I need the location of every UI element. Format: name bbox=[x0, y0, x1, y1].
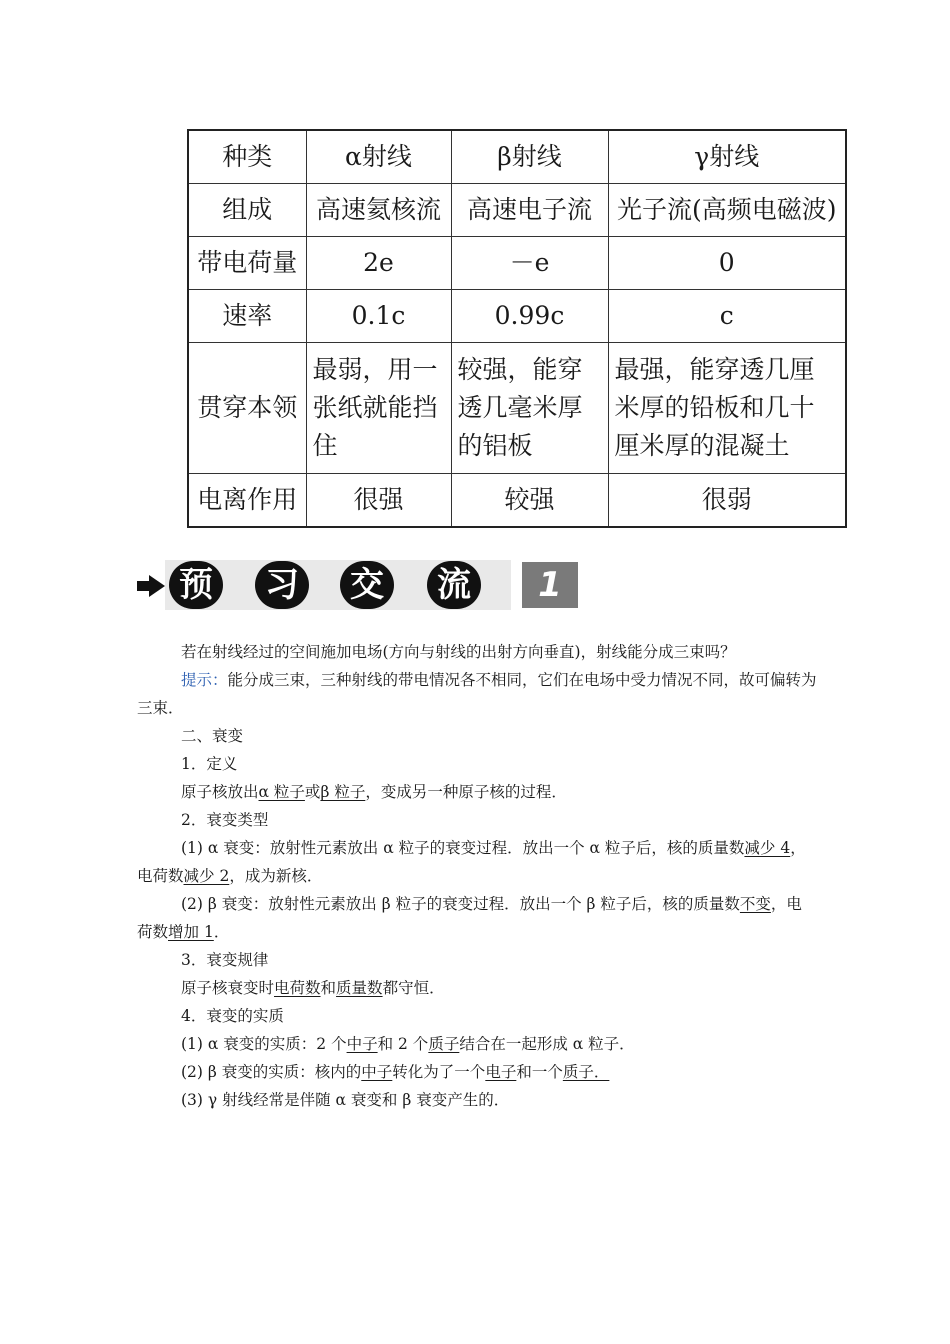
beta-decay-text bbox=[137, 890, 817, 946]
beta-cell: 0.99c bbox=[451, 290, 608, 343]
hint-label: 提示： bbox=[181, 671, 228, 689]
underlined-term: 电子 bbox=[485, 1063, 517, 1081]
row-label: 贯穿本领 bbox=[188, 343, 306, 474]
text: ，成为新核． bbox=[229, 867, 323, 885]
gamma-cell: c bbox=[608, 290, 846, 343]
alpha-cell: 2e bbox=[306, 237, 451, 290]
row-label: 带电荷量 bbox=[188, 237, 306, 290]
decay-law-text bbox=[137, 974, 817, 1002]
banner-word: 交 bbox=[340, 561, 394, 609]
text: ，电荷数 bbox=[137, 895, 802, 941]
text: ． bbox=[213, 923, 230, 941]
alpha-cell: 0.1c bbox=[306, 290, 451, 343]
table-row bbox=[188, 184, 846, 237]
underlined-term: α 粒子 bbox=[258, 783, 305, 801]
table-row bbox=[188, 290, 846, 343]
banner-word: 习 bbox=[255, 561, 309, 609]
gamma-cell: 0 bbox=[608, 237, 846, 290]
arrow-right-icon bbox=[137, 575, 167, 597]
alpha-essence-text bbox=[137, 1030, 817, 1058]
text: 和一个 bbox=[516, 1063, 563, 1081]
row-label: 组成 bbox=[188, 184, 306, 237]
beta-cell: －e bbox=[451, 237, 608, 290]
underlined-term: 质子 bbox=[428, 1035, 460, 1053]
underlined-term: 质子． bbox=[562, 1063, 610, 1081]
text: (1) α 衰变：放射性元素放出 α 粒子的衰变过程．放出一个 α 粒子后，核的质量数 bbox=[181, 839, 745, 857]
header-cell: γ射线 bbox=[608, 130, 846, 184]
underlined-term: 电荷数 bbox=[274, 979, 321, 997]
text: 都守恒． bbox=[382, 979, 445, 997]
underlined-term: 减少 2 bbox=[183, 867, 230, 885]
section-banner bbox=[137, 560, 562, 612]
beta-cell: 较强 bbox=[451, 474, 608, 528]
beta-cell: 高速电子流 bbox=[451, 184, 608, 237]
underlined-term: 中子 bbox=[346, 1035, 378, 1053]
gamma-note-text: (3) γ 射线经常是伴随 α 衰变和 β 衰变产生的． bbox=[181, 1091, 510, 1109]
content-body bbox=[137, 638, 817, 1114]
row-label: 电离作用 bbox=[188, 474, 306, 528]
underlined-term: 不变 bbox=[739, 895, 771, 913]
gamma-cell: 最强，能穿透几厘米厚的铅板和几十厘米厚的混凝土 bbox=[608, 343, 846, 474]
alpha-cell: 很强 bbox=[306, 474, 451, 528]
subsection-title: 3．衰变规律 bbox=[181, 951, 269, 969]
alpha-cell: 高速氦核流 bbox=[306, 184, 451, 237]
underlined-term: 增加 1 bbox=[168, 923, 214, 941]
table-row bbox=[188, 474, 846, 528]
table-row bbox=[188, 237, 846, 290]
header-cell: α射线 bbox=[306, 130, 451, 184]
table-header-row bbox=[188, 130, 846, 184]
alpha-decay-text bbox=[137, 834, 817, 890]
underlined-term: 质量数 bbox=[336, 979, 383, 997]
radiation-comparison-table bbox=[187, 129, 847, 528]
text: ，变成另一种原子核的过程． bbox=[365, 783, 567, 801]
subsection-title: 1．定义 bbox=[181, 755, 238, 773]
text: 原子核放出 bbox=[181, 783, 259, 801]
text: (1) α 衰变的实质：2 个 bbox=[181, 1035, 347, 1053]
section-title: 二、衰变 bbox=[181, 727, 244, 745]
row-label: 速率 bbox=[188, 290, 306, 343]
text: 转化为了一个 bbox=[392, 1063, 486, 1081]
hint-paragraph bbox=[137, 666, 817, 722]
subsection-title: 2．衰变类型 bbox=[181, 811, 269, 829]
text: ，电荷数 bbox=[137, 839, 806, 885]
text: 或 bbox=[304, 783, 321, 801]
text: (2) β 衰变：放射性元素放出 β 粒子的衰变过程．放出一个 β 粒子后，核的质量数 bbox=[181, 895, 740, 913]
beta-essence-text bbox=[137, 1058, 817, 1086]
underlined-term: 中子 bbox=[361, 1063, 393, 1081]
hint-text: 能分成三束，三种射线的带电情况各不相同，它们在电场中受力情况不同，故可偏转为三束． bbox=[137, 671, 817, 717]
text: 和 2 个 bbox=[377, 1035, 429, 1053]
table-row bbox=[188, 343, 846, 474]
banner-number: 1 bbox=[522, 562, 578, 608]
gamma-cell: 光子流(高频电磁波) bbox=[608, 184, 846, 237]
alpha-cell: 最弱，用一张纸就能挡住 bbox=[306, 343, 451, 474]
subsection-title: 4．衰变的实质 bbox=[181, 1007, 284, 1025]
text: (2) β 衰变的实质：核内的 bbox=[181, 1063, 362, 1081]
header-cell: 种类 bbox=[188, 130, 306, 184]
definition-text bbox=[137, 778, 817, 806]
underlined-term: β 粒子 bbox=[320, 783, 366, 801]
underlined-term: 减少 4 bbox=[744, 839, 791, 857]
header-cell: β射线 bbox=[451, 130, 608, 184]
text: 原子核衰变时 bbox=[181, 979, 275, 997]
gamma-cell: 很弱 bbox=[608, 474, 846, 528]
beta-cell: 较强，能穿透几毫米厚的铝板 bbox=[451, 343, 608, 474]
question-text: 若在射线经过的空间施加电场(方向与射线的出射方向垂直)，射线能分成三束吗？ bbox=[181, 643, 736, 661]
banner-word: 预 bbox=[169, 561, 223, 609]
text: 结合在一起形成 α 粒子． bbox=[459, 1035, 635, 1053]
text: 和 bbox=[320, 979, 337, 997]
banner-word: 流 bbox=[427, 561, 481, 609]
